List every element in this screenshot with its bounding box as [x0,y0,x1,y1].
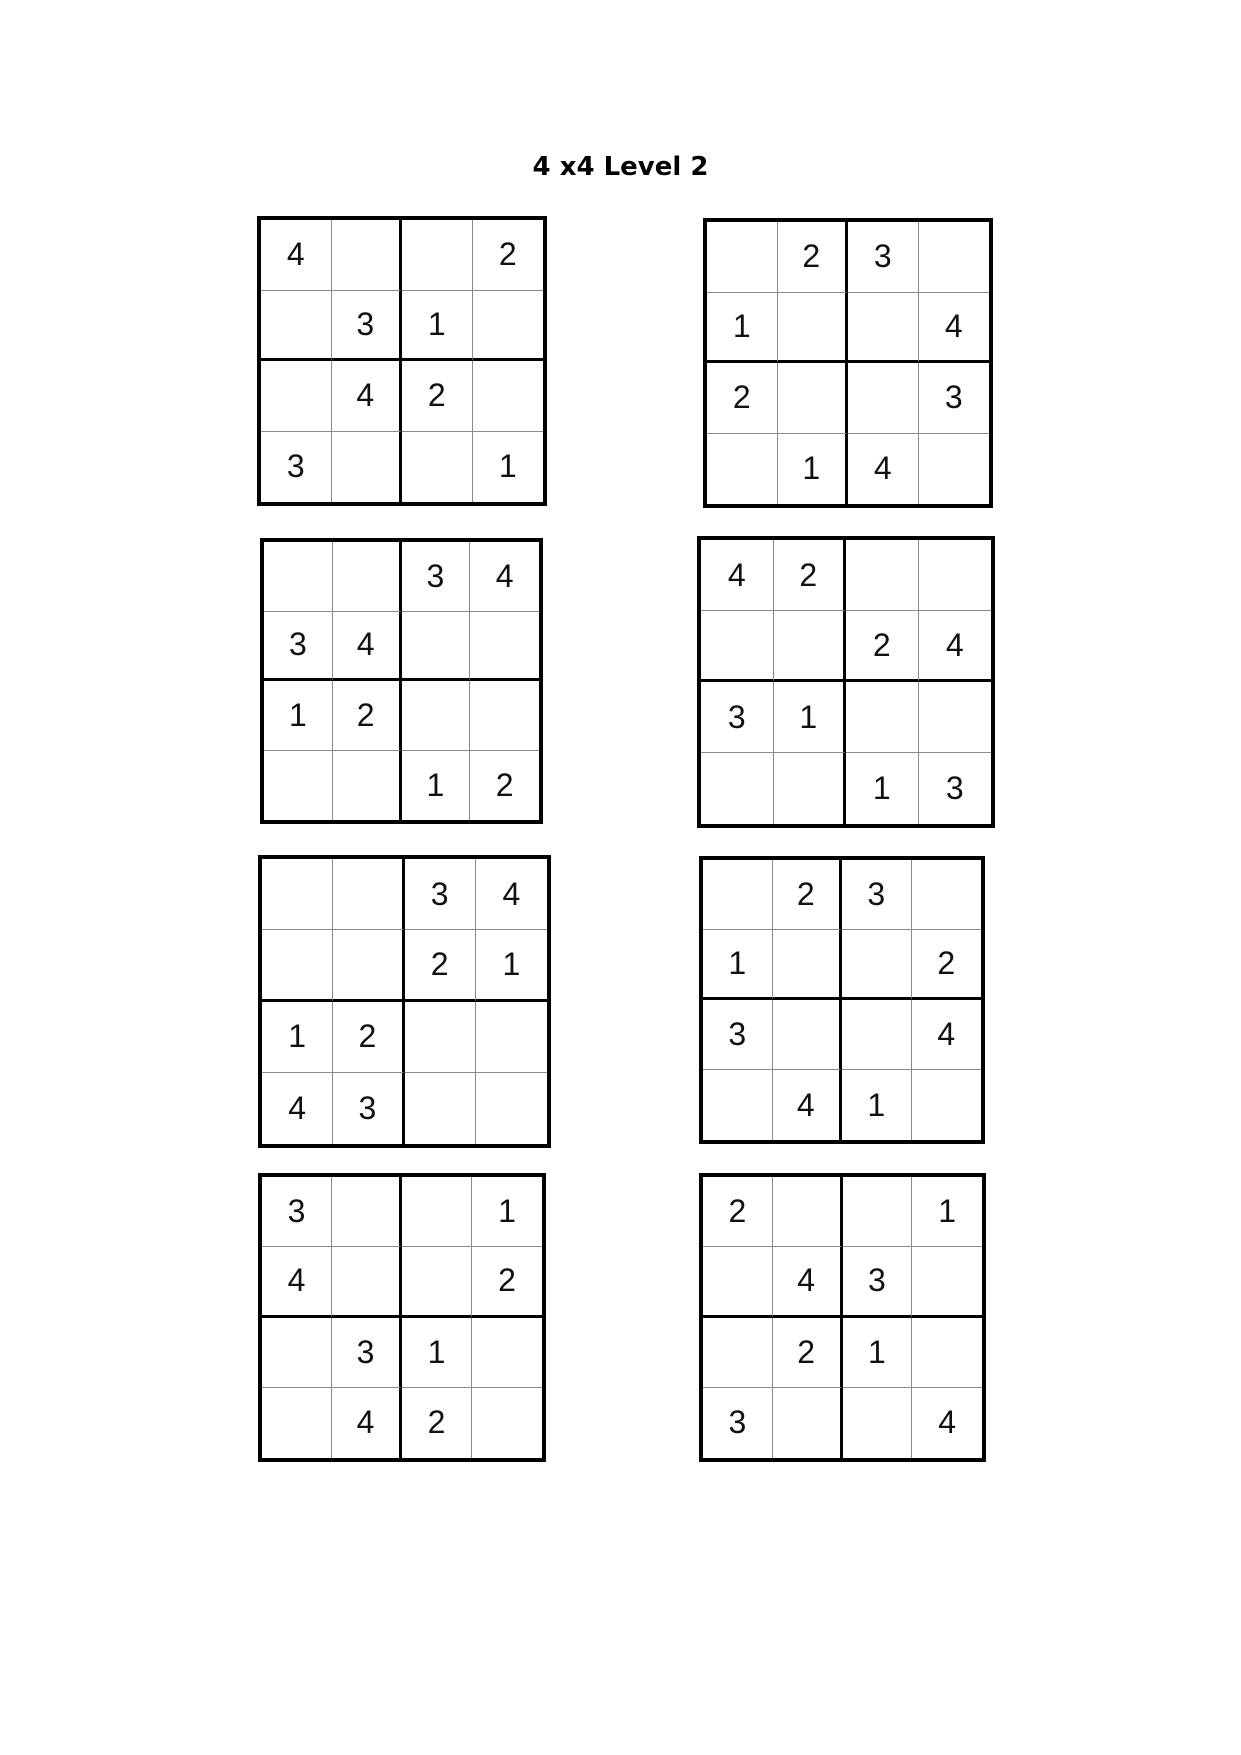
sudoku-cell [470,612,539,682]
sudoku-puzzle-1 [257,216,547,506]
sudoku-cell: 1 [842,1070,912,1140]
sudoku-cell: 3 [848,222,919,293]
sudoku-cell [470,681,539,751]
sudoku-cell: 1 [912,1177,982,1247]
sudoku-puzzle-3 [260,538,543,824]
sudoku-cell [332,1177,402,1247]
sudoku-cell: 1 [707,293,778,364]
sudoku-cell [778,293,849,364]
sudoku-cell [476,1073,547,1144]
sudoku-cell: 3 [701,682,774,753]
sudoku-cell [774,753,847,824]
sudoku-cell: 4 [919,611,992,682]
sudoku-cell [703,1318,773,1388]
sudoku-cell: 3 [703,1000,773,1070]
sudoku-cell: 3 [945,770,964,806]
sudoku-cell: 2 [773,1318,843,1388]
sudoku-cell [402,220,473,291]
sudoku-cell [919,682,992,753]
sudoku-cell [848,293,919,364]
sudoku-cell: 2 [774,540,847,611]
sudoku-cell [919,222,990,293]
sudoku-cell: 4 [773,1247,843,1317]
sudoku-puzzle-8 [699,1173,986,1462]
sudoku-cell [473,291,544,362]
sudoku-cell: 3 [703,1388,773,1458]
sudoku-cell: 4 [261,220,332,291]
sudoku-cell [402,1247,472,1317]
sudoku-cell: 4 [773,1070,843,1140]
page-title: 4 x4 Level 2 [532,152,709,182]
sudoku-puzzle-7 [258,1173,546,1462]
sudoku-cell [402,432,473,503]
sudoku-cell: 4 [919,293,990,364]
sudoku-cell: 3 [842,860,912,930]
sudoku-cell [707,434,778,505]
sudoku-cell: 3 [264,612,333,682]
sudoku-cell: 1 [498,448,517,485]
sudoku-cell [773,930,843,1000]
sudoku-cell: 1 [843,1318,913,1388]
sudoku-cell [405,1073,476,1144]
sudoku-cell [261,291,332,362]
sudoku-cell [703,1247,773,1317]
sudoku-cell: 4 [912,1000,982,1070]
sudoku-cell: 1 [846,753,919,824]
sudoku-cell [919,434,990,505]
sudoku-cell [332,1247,402,1317]
sudoku-cell: 1 [703,930,773,1000]
sudoku-cell [262,1388,332,1458]
sudoku-cell: 1 [264,681,333,751]
sudoku-cell [472,1318,542,1388]
sudoku-cell [843,1177,913,1247]
sudoku-cell [473,361,544,432]
sudoku-cell: 3 [843,1247,913,1317]
sudoku-cell: 3 [405,859,476,930]
sudoku-puzzle-6 [699,856,985,1144]
sudoku-cell: 3 [333,1073,404,1144]
sudoku-cell: 1 [778,434,849,505]
sudoku-cell: 2 [707,363,778,434]
sudoku-cell [264,542,333,612]
sudoku-cell [332,220,403,291]
sudoku-cell: 4 [476,859,547,930]
sudoku-cell: 2 [703,1177,773,1247]
sudoku-cell: 4 [332,361,403,432]
sudoku-cell [402,612,471,682]
sudoku-cell [778,363,849,434]
sudoku-cell: 4 [938,1404,957,1441]
sudoku-cell: 1 [402,291,473,362]
sudoku-cell: 2 [495,766,514,803]
sudoku-cell [848,363,919,434]
sudoku-cell: 4 [262,1073,333,1144]
sudoku-cell: 2 [333,1002,404,1073]
sudoku-cell: 2 [405,930,476,1001]
sudoku-cell: 4 [332,1388,402,1458]
sudoku-cell: 3 [261,432,332,503]
sudoku-cell [472,1388,542,1458]
sudoku-cell [912,1070,982,1140]
sudoku-cell: 2 [778,222,849,293]
sudoku-puzzle-4 [697,536,995,828]
sudoku-cell [846,682,919,753]
sudoku-cell [476,1002,547,1073]
sudoku-cell: 2 [472,1247,542,1317]
sudoku-cell: 1 [774,682,847,753]
sudoku-puzzle-2 [703,218,993,508]
sudoku-cell: 2 [333,681,402,751]
sudoku-cell [912,1318,982,1388]
sudoku-cell: 3 [919,363,990,434]
sudoku-cell [707,222,778,293]
sudoku-cell: 3 [402,542,471,612]
sudoku-cell: 3 [262,1177,332,1247]
sudoku-cell: 1 [402,751,471,821]
sudoku-cell [333,930,404,1001]
sudoku-cell: 2 [402,1388,472,1458]
sudoku-cell [332,432,403,503]
sudoku-cell [701,611,774,682]
sudoku-cell: 2 [846,611,919,682]
sudoku-cell: 4 [262,1247,332,1317]
sudoku-cell [261,361,332,432]
sudoku-cell: 2 [773,860,843,930]
sudoku-cell: 1 [472,1177,542,1247]
sudoku-cell [703,860,773,930]
sudoku-cell [333,542,402,612]
sudoku-cell [919,540,992,611]
sudoku-cell [701,753,774,824]
sudoku-cell [264,751,333,821]
sudoku-cell [846,540,919,611]
sudoku-cell [405,1002,476,1073]
sudoku-cell [262,859,333,930]
sudoku-cell: 3 [332,1318,402,1388]
sudoku-cell [703,1070,773,1140]
sudoku-puzzle-5 [258,855,551,1148]
sudoku-cell: 4 [470,542,539,612]
sudoku-cell: 2 [402,361,473,432]
sudoku-cell: 4 [333,612,402,682]
sudoku-cell: 3 [332,291,403,362]
sudoku-cell [262,1318,332,1388]
sudoku-cell [912,1247,982,1317]
sudoku-cell [842,930,912,1000]
sudoku-cell: 4 [848,434,919,505]
sudoku-cell [773,1000,843,1070]
sudoku-cell [333,751,402,821]
sudoku-cell [773,1388,843,1458]
sudoku-cell: 1 [476,930,547,1001]
sudoku-cell [262,930,333,1001]
sudoku-cell [402,681,471,751]
sudoku-cell [333,859,404,930]
sudoku-cell [843,1388,913,1458]
sudoku-cell: 2 [912,930,982,1000]
sudoku-cell: 1 [262,1002,333,1073]
sudoku-cell [912,860,982,930]
sudoku-cell: 1 [402,1318,472,1388]
sudoku-cell [773,1177,843,1247]
sudoku-cell [402,1177,472,1247]
sudoku-cell: 4 [701,540,774,611]
sudoku-cell [842,1000,912,1070]
sudoku-cell [774,611,847,682]
sudoku-cell: 2 [473,220,544,291]
